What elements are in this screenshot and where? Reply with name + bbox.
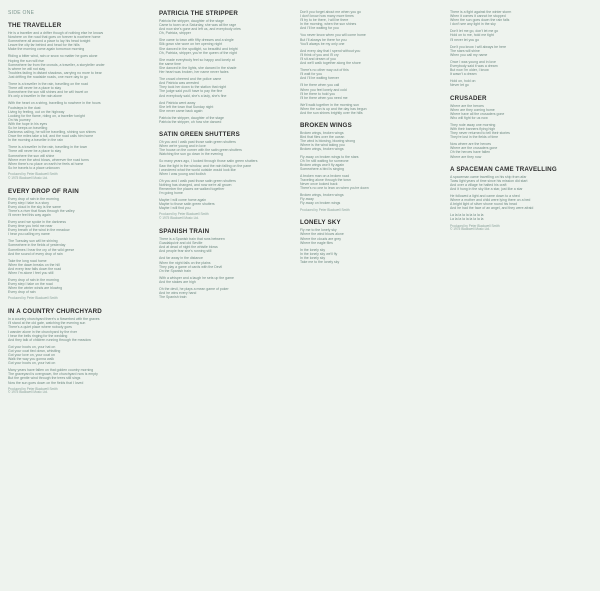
lyric-stanza <box>159 256 297 272</box>
lyric-stanza <box>159 116 297 124</box>
lyric-line: Walk the way you gonna walk <box>8 357 54 362</box>
lyric-line: Riding a bitter wind, rain or snow no matter he goes alone <box>8 54 98 59</box>
lyric-line: Silk gown she wore on her opening night <box>159 42 223 47</box>
lyric-line: So he keeps on travelling <box>8 125 48 130</box>
lyric-line: And Patricia went away <box>159 100 196 105</box>
song-block <box>159 10 297 124</box>
lyric-stanza <box>450 10 588 26</box>
lyric-line: Nothing has changed, and now we're all grown <box>159 182 232 187</box>
lyric-line: I'll never let you go <box>450 37 480 42</box>
lyric-line: The house on the corner with the satin green shutters <box>159 148 242 153</box>
lyric-line: Oh you and I walk past those satin green shutters <box>159 140 236 145</box>
lyric-line: Where are the heroes <box>450 103 484 108</box>
lyric-line: And people fear she's running still <box>159 249 212 254</box>
song-credit: Produced by Peter Blackwell Smith <box>8 296 58 301</box>
lyric-stanza <box>8 239 146 255</box>
lyric-stanza <box>159 159 297 175</box>
lyric-line: Saw the light in the window, and the rain falling on the pane <box>159 163 252 168</box>
lyric-line: When the sun is up and the day has begun <box>300 106 367 111</box>
lyric-line: And everybody said, she's a lady, she's fine <box>159 93 227 98</box>
side-label: SIDE ONE <box>8 10 35 16</box>
lyric-line: Footsteps in the dust <box>8 105 41 110</box>
lyric-line: Now the sun goes down on the fields that I loved <box>8 380 84 385</box>
lyric-stanza <box>159 237 297 253</box>
lyric-line: There is a traveller in the rain, travelling in the town <box>8 145 88 150</box>
lyric-stanza <box>159 101 297 113</box>
lyric-line: There is a fight against the winter storm <box>450 10 512 14</box>
lyric-stanza <box>300 155 438 171</box>
lyric-line: There's no other way out of this <box>300 68 349 73</box>
lyric-line: Where is the wind taking you <box>300 143 345 148</box>
lyric-line: Somewhere all around a place to lay his head tonight <box>8 39 91 44</box>
lyric-line: I wander alone in the churchyard by the river <box>8 329 78 334</box>
lyric-stanza <box>159 198 297 210</box>
lyric-line: Twas light years of time since his mission did start <box>450 178 528 183</box>
song-block <box>8 22 146 181</box>
lyric-line: Patricia the stripper, oh how she danced <box>159 119 222 124</box>
lyric-line: I'll stand at the old gate, watching the evening sun <box>8 321 86 326</box>
lyric-line: Came to town on a Saturday, she was all the rage <box>159 23 237 28</box>
lyric-line: But now I'm older, I know <box>450 68 489 73</box>
lyric-line: Where a mother and child were lying there on a bed <box>450 198 531 203</box>
lyric-stanza <box>300 193 438 205</box>
lyric-line: Maybe I will come home again <box>159 198 207 203</box>
lyric-line: Everybody said it was a dream <box>450 64 498 69</box>
lyric-line: She made everybody feel so happy and lonely at <box>159 57 235 62</box>
lyric-line: Somewhere in the fields of yesterday <box>8 243 66 248</box>
song-block <box>159 131 297 221</box>
lyric-stanza <box>300 174 438 190</box>
lyric-line: Fly away <box>300 197 314 202</box>
song-title: LONELY SKY <box>300 219 341 227</box>
lyric-line: And every tear falls down the road <box>8 266 62 271</box>
lyric-stanza <box>8 101 146 142</box>
lyric-line: Got your boots on, your hat on <box>8 361 56 366</box>
lyric-line: On the Spanish train <box>159 268 191 273</box>
lyric-line: When I'm alone I feel you still <box>8 271 54 275</box>
lyric-line: He followed a light and came down to a shed <box>450 194 520 198</box>
lyric-line: There's a quiet place where nobody goes <box>8 325 72 330</box>
lyric-line: Hold on, hold on <box>450 79 476 84</box>
lyric-line: La la la la la la la la la <box>450 213 484 218</box>
lyric-line: They took her down to the station that night <box>159 85 227 90</box>
lyric-line: Every breath of the wind in the meadow <box>8 228 70 233</box>
lyric-line: But I'll always be there for you <box>300 37 347 42</box>
song-block <box>450 10 588 88</box>
lyric-line: I hear the bells ringing for the wedding <box>8 333 68 338</box>
song-title: SATIN GREEN SHUTTERS <box>159 131 240 139</box>
lyric-line: the same time <box>159 61 181 66</box>
lyric-line: And now she's gone and left us, and everybody cries <box>159 27 241 32</box>
lyric-line: Broken wings won't fly again <box>300 162 345 167</box>
lyric-line: And I'll be waiting for you <box>300 26 339 31</box>
lyric-line: Don't let me go, don't let me go <box>450 29 499 34</box>
lyric-line: You'll always be my only one <box>300 41 345 46</box>
song-block <box>450 166 588 233</box>
lyric-line: Broken wings, broken wings <box>300 131 344 136</box>
lyric-line: Oh the heroes have fallen <box>450 150 491 155</box>
lyric-line: Maybe I will find you <box>159 206 191 211</box>
lyric-line: Hoping the sun will rise <box>8 58 44 63</box>
lyric-line: Oh I'm still waiting for someone <box>300 158 349 163</box>
lyric-line: Where the clouds are grey <box>300 236 342 241</box>
lyric-line: I'll wait for you <box>300 72 323 77</box>
lyric-stanza <box>450 123 588 139</box>
lyric-stanza <box>300 228 438 244</box>
lyric-stanza <box>450 45 588 57</box>
lyric-stanza <box>159 287 297 299</box>
lyric-stanza <box>450 175 588 191</box>
lyric-line: Where are the crusaders gone <box>450 146 498 151</box>
lyric-line: Maybe to those satin green shutters <box>159 202 215 207</box>
lyric-line: With the hope in his eyes <box>8 121 48 126</box>
lyric-line: Every drop of rain in the morning <box>8 196 59 201</box>
song-block <box>159 228 297 299</box>
lyric-line: Who will fight for us now <box>450 115 488 120</box>
lyric-line: Make the morning come again tomorrow morning <box>8 47 85 52</box>
lyric-stanza <box>300 10 438 30</box>
lyric-line: Every word we spoke in the darkness <box>8 219 66 224</box>
lyric-line: Take me to the lonely sky <box>300 260 340 265</box>
column-4 <box>450 10 588 239</box>
song-title: SPANISH TRAIN <box>159 228 210 236</box>
lyric-line: In a country churchyard there's a flowerbed with the graves <box>8 317 100 322</box>
lyric-stanza <box>450 79 588 87</box>
lyric-line: I'll try to be there, I will be there <box>300 18 349 23</box>
lyric-line: I don't know how many more times <box>300 14 354 19</box>
lyric-line: And he wins every hand <box>159 291 197 296</box>
lyric-line: When the sun goes down the rain falls <box>450 18 510 23</box>
lyric-line: The Spanish train <box>159 295 187 300</box>
lyric-line: Leave the city far behind and head for the hills <box>8 43 80 48</box>
lyric-line: Sometimes I hear the cry of the wild geese <box>8 247 75 252</box>
song-title: EVERY DROP OF RAIN <box>8 187 79 195</box>
lyric-line: Hold on to me, hold me tight <box>450 33 494 38</box>
song-block <box>450 95 588 159</box>
lyric-line: Broken wings, broken wings <box>300 147 344 152</box>
lyric-line: In the lonely sky we'll fly <box>300 251 338 256</box>
song-title: IN A COUNTRY CHURCHYARD <box>8 308 102 316</box>
lyric-stanza <box>159 77 297 97</box>
lyric-line: Guadalquivir and old Seville <box>159 241 203 246</box>
lyric-stanza <box>8 368 146 384</box>
lyric-line: It's only a traveller in the rain alone <box>8 94 62 99</box>
lyric-line: When I was young and foolish <box>159 171 206 176</box>
song-title: A SPACEMAN CAME TRAVELLING <box>450 165 557 173</box>
lyric-line: Oh, Patricia, stripper <box>159 31 191 36</box>
lyric-stanza <box>450 60 588 76</box>
lyric-line: She danced in the lights, she danced in the shade <box>159 65 237 70</box>
lyric-line: Just drifting the roadside roads, one more day to go <box>8 74 88 79</box>
lyric-line: I'm going home <box>159 191 183 196</box>
song-title: THE TRAVELLER <box>8 22 62 29</box>
lyric-line: La la la la la la la la la <box>450 217 484 222</box>
lyric-line: When are they coming home <box>450 107 495 112</box>
lyric-line: Fly away on broken wings to the stars <box>300 154 359 159</box>
lyric-stanza <box>8 259 146 275</box>
song-block <box>300 122 438 212</box>
lyric-line: And far away in the distance <box>159 256 203 261</box>
song-block <box>8 308 146 395</box>
lyric-line: I hear you calling my name <box>8 232 50 237</box>
lyric-line: Don't you forget about me when you go <box>300 10 361 14</box>
lyric-line: Take the long road home <box>8 258 47 263</box>
lyric-line: They're lost in the fields of time <box>450 135 499 140</box>
lyric-stanza <box>8 220 146 236</box>
lyric-line: Every drop of rain <box>8 290 36 295</box>
lyric-stanza <box>300 49 438 65</box>
lyric-line: Patricia the stripper, daughter of the stage <box>159 19 224 23</box>
lyric-line: Every cloud in the sky is the same <box>8 204 61 209</box>
lyric-stanza <box>450 104 588 120</box>
lyric-stanza <box>8 54 146 79</box>
lyric-line: In the lonely sky <box>300 255 326 260</box>
lyric-line: Patricia the stripper, daughter of the stage <box>159 115 224 120</box>
lyric-line: Somewhere the sun will shine <box>8 153 55 158</box>
lyric-line: And I'll be waiting forever <box>300 76 339 81</box>
lyric-stanza <box>8 82 146 98</box>
lyric-line: There's a river that flows through the valley <box>8 208 75 213</box>
lyric-line: Where are they now <box>450 154 482 159</box>
lyric-line: Nowhere on the road that goes on forever is nowhere home <box>8 35 101 40</box>
lyric-line: Her heart was broken, her name never fades <box>159 70 229 75</box>
lyric-line: I don't see any light in the sky <box>450 22 496 27</box>
song-title: CRUSADER <box>450 94 487 102</box>
lyric-line: She danced in the spotlight, so beautiful and bright <box>159 46 238 51</box>
lyric-stanza <box>159 140 297 156</box>
lyric-stanza <box>8 317 146 342</box>
lyric-stanza <box>300 33 438 45</box>
lyric-line: Once I was young and in love <box>450 59 496 64</box>
lyric-line: Don't you know I will always be here <box>450 44 507 49</box>
lyric-line: And at dead of night the whistle blows <box>159 245 218 250</box>
lyric-stanza <box>300 248 438 264</box>
lyric-line: Bird that flies over the ocean <box>300 135 345 140</box>
lyric-line: They rode away one morning <box>450 122 496 127</box>
lyric-line: Troubles fading in distant shadows, carrying no more to bear <box>8 70 102 75</box>
lyric-stanza <box>450 29 588 41</box>
lyric-line: And the stakes are high <box>159 279 196 284</box>
lyric-line: Many years have fallen on that golden country morning <box>8 368 94 373</box>
lyric-line: A broken man on a broken road <box>300 173 350 178</box>
lyric-line: Every time you held me near <box>8 224 53 229</box>
lyric-line: The Tuesday sun will be shining <box>8 239 58 244</box>
lyric-line: In the morning a traveller in the rain <box>8 138 64 143</box>
column-3 <box>300 10 438 271</box>
lyric-line: But the gentle wind through the trees still sings <box>8 376 81 381</box>
lyric-stanza <box>450 213 588 221</box>
lyric-line: With the heart on a string, travelling to nowhere in the hours <box>8 101 101 106</box>
lyric-line: I wondered what the world outside would look like <box>159 167 236 172</box>
lyric-stanza <box>159 19 297 35</box>
song-credit: Produced by Peter Blackwell Smith © 1975 Blackwell Music Ltd. <box>8 386 58 395</box>
lyric-line: With their banners flying high <box>450 126 496 131</box>
lyric-line: I'll think of you and I'll cry <box>300 52 339 57</box>
lyric-line: I'll never feel this way again <box>8 212 51 217</box>
lyric-line: And the sound of every drop of rain <box>8 251 63 256</box>
lyric-line: When the night falls on the plains <box>159 260 211 265</box>
lyric-stanza <box>159 58 297 74</box>
lyric-line: A spaceman came travelling on his ship from afar <box>450 174 527 179</box>
lyric-line: I'll be there to hold you <box>300 91 336 96</box>
song-title: BROKEN WINGS <box>300 122 352 130</box>
lyric-line: And over a village he halted his craft <box>450 182 507 187</box>
lyric-line: I'll be there when you need me <box>300 95 348 100</box>
lyric-line: The judge said you'll have to pay the fine <box>159 89 223 94</box>
lyric-line: Somewhere the sun still shines and he will travel on <box>8 90 89 95</box>
lyric-line: Somewhere far from the crowds, a traveller, a storyteller under <box>8 62 105 67</box>
lyric-line: It wasn't a dream <box>450 72 477 77</box>
lyric-line: There is a traveller in the rain, travelling on the road <box>8 82 88 87</box>
lyric-stanza <box>159 276 297 284</box>
lyric-line: When you feel lonely and cold <box>300 87 347 92</box>
lyric-line: Once the miles take a toll, and the road calls him home <box>8 134 94 139</box>
song-block <box>8 188 146 302</box>
lyric-line: Traveling alone through the town <box>300 178 351 182</box>
lyric-line: Fly me to the lonely sky <box>300 228 337 233</box>
lyric-line: Where the wind blows alone <box>300 232 344 237</box>
lyric-line: So many years ago, I looked through those satin green shutters <box>159 159 258 164</box>
lyric-line: They play a game of cards with the Devil <box>159 264 223 269</box>
lyric-line: There is a Spanish train that runs between <box>159 237 225 242</box>
lyric-stanza <box>8 31 146 51</box>
lyric-line: There will never be a place to stay <box>8 86 62 91</box>
lyric-line: So he travels to a place unknown <box>8 165 60 170</box>
lyric-line: Fly away on broken wings <box>300 201 341 206</box>
lyric-line: The wind is blowing, blowing strong <box>300 139 356 144</box>
lyric-stanza <box>300 68 438 80</box>
lyric-line: Is where he will not stay <box>8 66 46 71</box>
lyric-line: Darkness calling, he will be travelling, shining sun shines <box>8 130 96 135</box>
lyric-line: There will never be a place to stay <box>8 149 62 154</box>
lyric-line: Living by feeling, out on the highway <box>8 109 65 114</box>
lyric-line: And Patricia was arrested <box>159 81 199 86</box>
lyric-line: Got your boots on, your hat on <box>8 344 56 349</box>
song-block <box>300 219 438 264</box>
lyric-line: On his journey <box>8 117 31 122</box>
song-title: PATRICIA THE STRIPPER <box>159 10 239 17</box>
lyric-line: I'll be there when you call <box>300 83 340 88</box>
lyric-line: When the winter winds are blowing <box>8 286 63 291</box>
song-credit: Produced by Peter Blackwell Smith © 1975 Blackwell Music Ltd. <box>8 171 58 180</box>
lyric-line: Oh, Patricia, stripper, you're the queen of the night <box>159 50 237 55</box>
lyric-line: They never returned to tell their stories <box>450 131 510 136</box>
lyric-line: Where ever the wind blows, wherever the road turns <box>8 157 89 162</box>
lyric-line: When you call my name <box>450 52 488 57</box>
lyric-stanza <box>8 278 146 294</box>
lyric-line: Every drop of rain in the morning <box>8 278 59 283</box>
song-credit: Produced by Peter Blackwell Smith <box>300 207 350 212</box>
song-credit: Produced by Peter Blackwell Smith © 1975 Blackwell Music Ltd. <box>450 223 500 232</box>
lyric-line: A bright light of silver shone round his head <box>450 202 517 207</box>
lyric-line: Oh you and I walk past those satin green shutters <box>159 178 236 183</box>
lyric-line: And we'll walk together along the shore <box>300 61 361 66</box>
lyric-line: Every step I take on the road <box>8 282 53 287</box>
column-1 <box>8 10 146 402</box>
lyric-line: Got your coat tied down, whistling <box>8 348 61 353</box>
lyric-line: Never let go <box>450 83 469 88</box>
lyric-line: I'll sit and dream of you <box>300 56 336 61</box>
song-block <box>300 10 438 115</box>
lyric-stanza <box>450 142 588 158</box>
lyric-line: She left the town that Sunday night <box>159 104 214 109</box>
column-2 <box>159 10 297 306</box>
lyric-line: She never came back again <box>159 108 203 113</box>
song-credit: Produced by Peter Blackwell Smith © 1975 Blackwell Music Ltd. <box>159 212 209 221</box>
lyric-stanza <box>300 131 438 151</box>
lyric-stanza <box>159 38 297 54</box>
lyric-line: And it hung in the sky like a star, just like a star <box>450 186 523 191</box>
lyric-line: Oh the devil, he plays a mean game of poker <box>159 287 229 291</box>
lyric-line: When it comes it cannot be stopped <box>450 14 506 19</box>
lyric-stanza <box>8 345 146 365</box>
lyric-stanza <box>300 83 438 99</box>
lyric-line: In the morning, when the sun shines <box>300 22 357 27</box>
lyric-line: She came to town with fifty dresses and a single <box>159 38 234 43</box>
lyric-line: When there's no place on earth he feels at home <box>8 161 84 166</box>
lyric-line: And every day that I spend without you <box>300 48 361 53</box>
lyric-line: Every step I take is a story <box>8 200 50 205</box>
lyric-line: The stars will shine <box>450 48 480 53</box>
lyric-stanza <box>450 194 588 210</box>
lyric-line: Got your love on, your coat on <box>8 353 55 358</box>
lyric-line: Where the eagle flies <box>300 240 333 245</box>
lyric-line: With a whisper and a laugh he sets up the game <box>159 275 234 280</box>
lyric-line: Looking for the flame, riding on, a traveller tonight <box>8 113 85 118</box>
lyric-line: We'll walk together in the morning sun <box>300 102 359 107</box>
lyric-line: When we're young and in love <box>159 144 206 149</box>
lyric-line: Broken wings, broken wings <box>300 193 344 198</box>
lyric-line: Somewhere a bird is singing <box>300 166 344 171</box>
lyric-line: He is a traveller and a drifter though of nothing else he knows <box>8 31 104 35</box>
lyric-line: Watching the sun go down in the evening <box>159 152 223 157</box>
lyric-line: And they talk of children running through the meadow <box>8 337 91 342</box>
lyric-line: And the sun shines brightly over the hills <box>300 110 363 115</box>
lyric-line: Now where are the heroes <box>450 142 492 147</box>
lyric-line: Remember the places we walked together <box>159 187 225 191</box>
lyric-stanza <box>8 145 146 170</box>
lyric-line: Never once looked back <box>300 182 338 187</box>
lyric-line: In the lonely sky <box>300 247 326 252</box>
lyric-line: And he had the face of an angel, and they were afraid <box>450 206 534 211</box>
lyric-line: The graveyard is overgrown, the churchyard now is empty <box>8 372 98 377</box>
lyric-stanza <box>159 179 297 195</box>
lyric-line: You never know when you will come home <box>300 33 366 38</box>
lyric-stanza <box>300 103 438 115</box>
lyric-line: There's no one to lean on when you're down <box>300 186 369 191</box>
lyric-line: Where have all the crusaders gone <box>450 111 505 116</box>
lyric-stanza <box>8 197 146 217</box>
lyric-line: The crowd cheered and the police came <box>159 77 222 82</box>
lyric-line: When the dawn breaks on the hill <box>8 262 60 267</box>
